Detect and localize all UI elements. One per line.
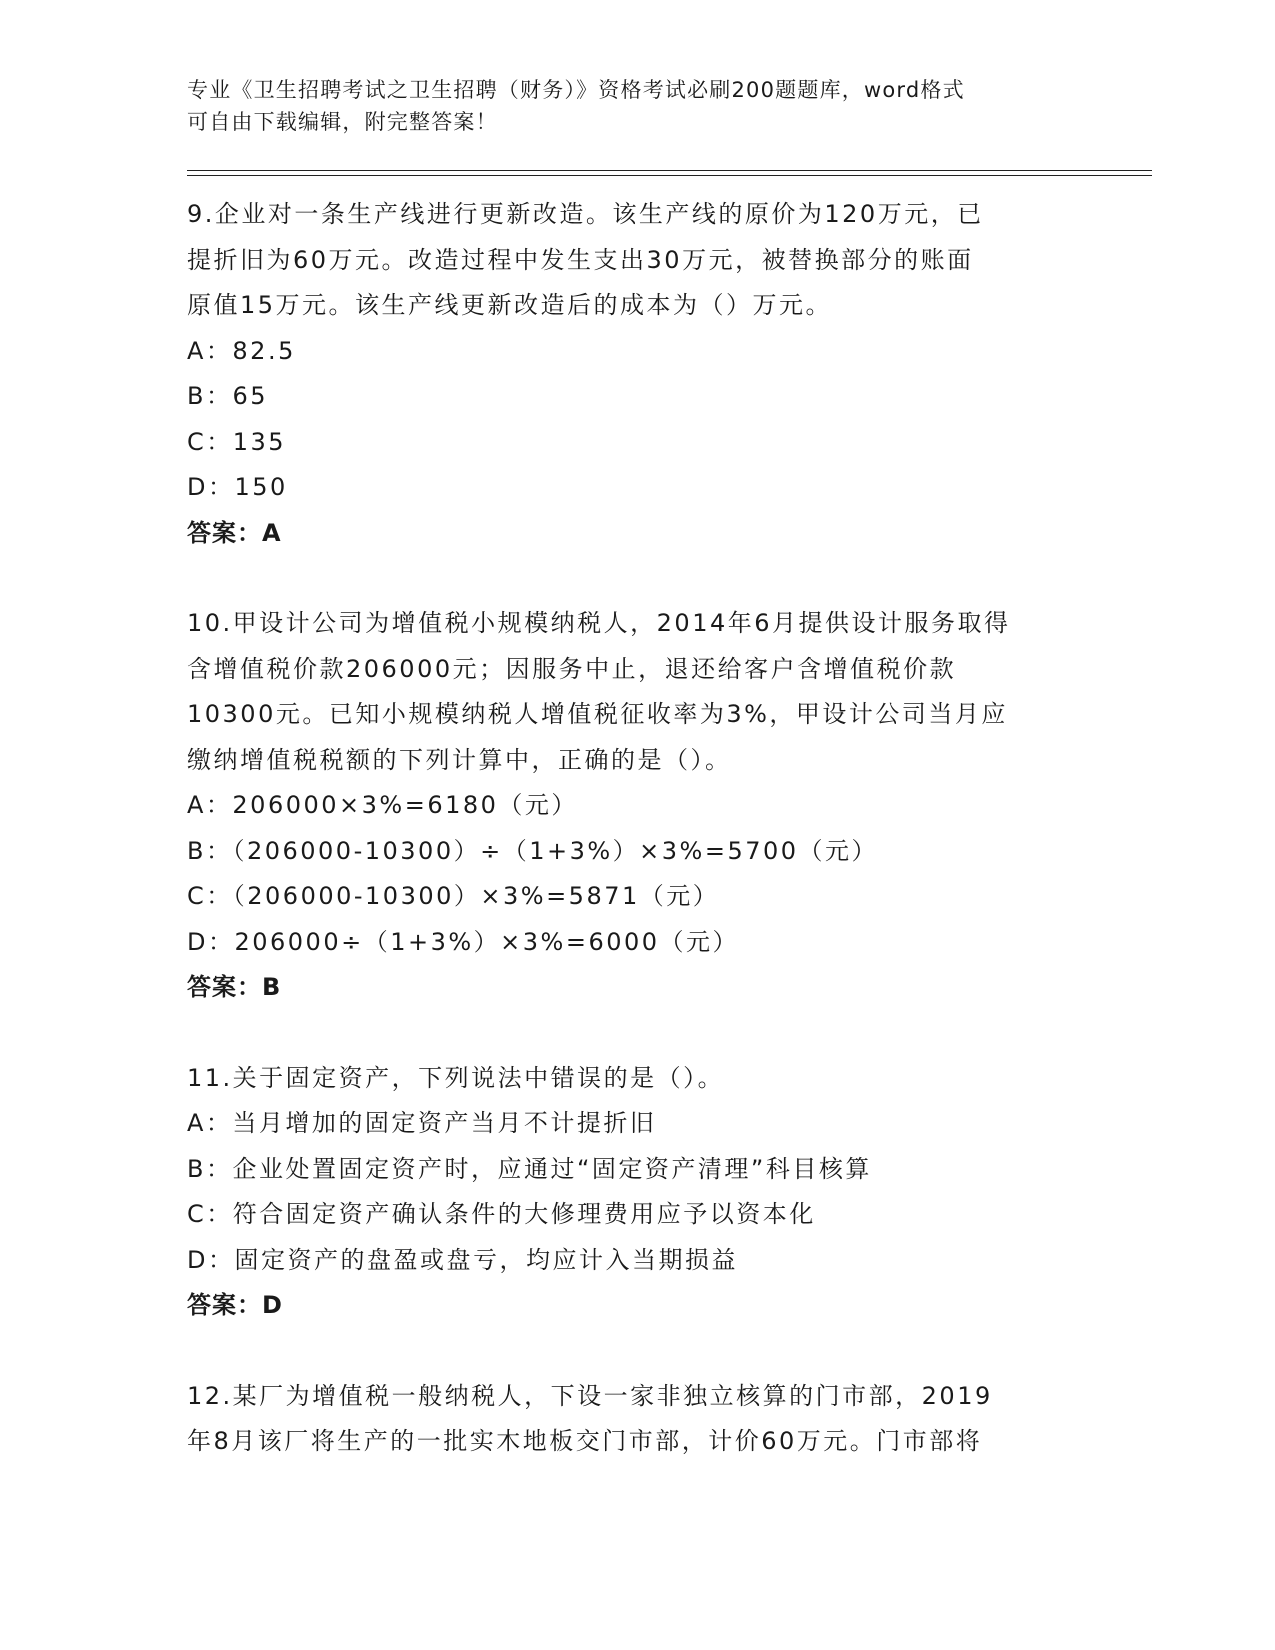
option-b: B：企业处置固定资产时，应通过“固定资产清理”科目核算 (187, 1154, 872, 1183)
question-block (187, 1374, 1087, 1465)
question-text-line: 9.企业对一条生产线进行更新改造。该生产线的原价为120万元，已 (187, 200, 984, 228)
question-block (187, 1056, 1087, 1329)
header-divider-top (187, 170, 1152, 171)
option-d: D：206000÷（1+3%）×3%=6000（元） (187, 927, 740, 956)
option-a: A：206000×3%=6180（元） (187, 791, 578, 819)
option-c: C：符合固定资产确认条件的大修理费用应予以资本化 (187, 1200, 816, 1228)
option-b: B：（206000-10300）÷（1+3%）×3%=5700（元） (187, 836, 879, 865)
option-c: C：（206000-10300）×3%=5871（元） (187, 882, 720, 910)
header-line: 可自由下载编辑，附完整答案！ (187, 110, 498, 134)
question-list (187, 192, 1087, 1465)
answer-label: 答案：A (187, 518, 282, 547)
option-a: A：82.5 (187, 336, 296, 365)
header-line: 专业《卫生招聘考试之卫生招聘（财务）》资格考试必刷200题题库，word格式 (187, 78, 965, 102)
question-text-line: 提折旧为60万元。改造过程中发生支出30万元，被替换部分的账面 (187, 245, 974, 274)
question-stem (187, 601, 1087, 783)
answer-label: 答案：D (187, 1291, 283, 1319)
question-text-line: 年8月该厂将生产的一批实木地板交门市部，计价60万元。门市部将 (187, 1427, 983, 1455)
question-text-line: 10.甲设计公司为增值税小规模纳税人，2014年6月提供设计服务取得 (187, 609, 1011, 637)
option-a: A：当月增加的固定资产当月不计提折旧 (187, 1109, 657, 1137)
question-block (187, 192, 1087, 556)
question-text-line: 缴纳增值税税额的下列计算中，正确的是（）。 (187, 745, 732, 774)
question-text-line: 12.某厂为增值税一般纳税人，下设一家非独立核算的门市部，2019 (187, 1381, 993, 1410)
option-c: C：135 (187, 427, 287, 456)
question-text-line: 含增值税价款206000元；因服务中止，退还给客户含增值税价款 (187, 654, 957, 683)
option-d: D：固定资产的盘盈或盘亏，均应计入当期损益 (187, 1245, 738, 1274)
question-stem (187, 1374, 1087, 1465)
question-stem (187, 1056, 1087, 1102)
option-b: B：65 (187, 382, 269, 410)
document-header (187, 74, 1087, 138)
question-text-line: 11.关于固定资产，下列说法中错误的是（）。 (187, 1063, 725, 1092)
question-text-line: 10300元。已知小规模纳税人增值税征收率为3%，甲设计公司当月应 (187, 700, 1008, 728)
answer-label: 答案：B (187, 973, 282, 1001)
question-text-line: 原值15万元。该生产线更新改造后的成本为（）万元。 (187, 291, 833, 319)
question-stem (187, 192, 1087, 329)
question-block (187, 601, 1087, 1011)
header-divider-bottom (187, 175, 1152, 176)
option-d: D：150 (187, 473, 288, 501)
